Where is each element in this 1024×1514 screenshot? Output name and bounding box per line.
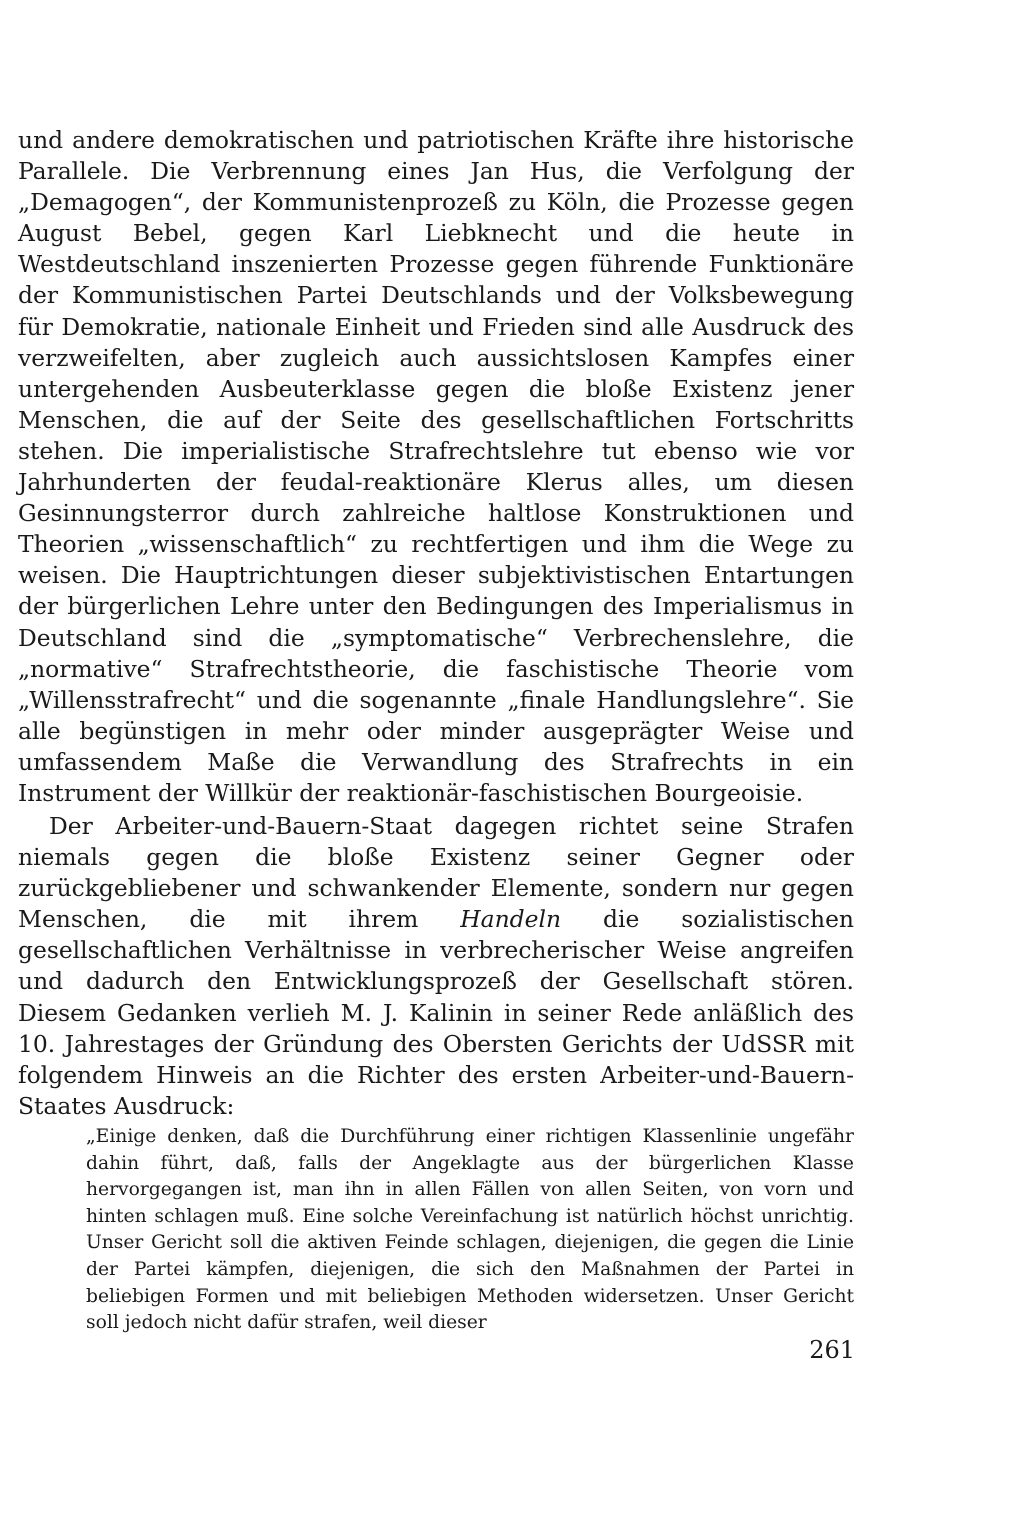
body-paragraph-2	[18, 811, 854, 1122]
body-paragraph-1: und andere demokratischen und patriotischen Kräfte ihre historische Parallele. Die Verbrennung eines Jan Hus, die Verfolgung der „Demagogen“, der Kommunistenprozeß zu Köln, die Prozesse gegen August Bebel, gegen Karl Liebknecht und die heute in Westdeutschland inszenierten Prozesse gegen führende Funktionäre der Kommunistischen Partei Deutschlands und der Volksbewegung für Demokratie, nationale Einheit und Frieden sind alle Ausdruck des verzweifelten, aber zugleich auch aussichtslosen Kampfes einer untergehenden Ausbeuterklasse gegen die bloße Existenz jener Menschen, die auf der Seite des gesellschaftlichen Fortschritts stehen. Die imperialistische Strafrechtslehre tut ebenso wie vor Jahrhunderten der feudal-reaktionäre Klerus alles, um diesen Gesinnungsterror durch zahlreiche haltlose Konstruktionen und Theorien „wissenschaftlich“ zu rechtfertigen und ihm die Wege zu weisen. Die Hauptrichtungen dieser subjektivistischen Entartungen der bürgerlichen Lehre unter den Bedingungen des Imperialismus in Deutschland sind die „symptomatische“ Verbrechenslehre, die „normative“ Strafrechtstheorie, die faschistische Theorie vom „Willensstrafrecht“ und die sogenannte „finale Handlungslehre“. Sie alle begünstigen in mehr oder minder ausgeprägter Weise und umfassendem Maße die Verwandlung des Strafrechts in ein Instrument der Willkür der reaktionär-faschistischen Bourgeoisie.	[18, 126, 854, 807]
block-quotation: „Einige denken, daß die Durchführung einer richtigen Klassenlinie ungefähr dahin führt, daß, falls der Angeklagte aus der bürgerlichen Klasse hervorgegangen ist, man ihn in allen Fällen von allen Seiten, von vorn und hinten schlagen muß. Eine solche Vereinfachung ist natürlich höchst unrichtig. Unser Gericht soll die aktiven Feinde schlagen, diejenigen, die gegen die Linie der Partei kämpfen, diejenigen, die sich den Maßnahmen der Partei in beliebigen Formen und mit beliebigen Methoden widersetzen. Unser Gericht soll jedoch nicht dafür strafen, weil dieser	[86, 1126, 854, 1334]
emphasized-word: Handeln	[460, 905, 562, 934]
paragraph-2-text-start: Der Arbeiter-und-Bauern-Staat dagegen richtet seine Strafen niemals gegen die bloße Existenz seiner Gegner oder zurückgebliebener und schwankender Elemente, sondern nur gegen Menschen, die mit ihrem	[18, 812, 854, 934]
paragraph-2-text-end: die sozialistischen gesellschaftlichen Verhältnisse in verbrecherischer Weise angreifen und dadurch den Entwicklungsprozeß der Gesellschaft stören. Diesem Gedanken verlieh M. J. Kalinin in seiner Rede anläßlich des 10. Jahrestages der Gründung des Obersten Gerichts der UdSSR mit folgendem Hinweis an die Richter des ersten Arbeiter-und-Bauern-Staates Ausdruck:	[18, 905, 854, 1120]
page-number: 261	[809, 1336, 855, 1364]
